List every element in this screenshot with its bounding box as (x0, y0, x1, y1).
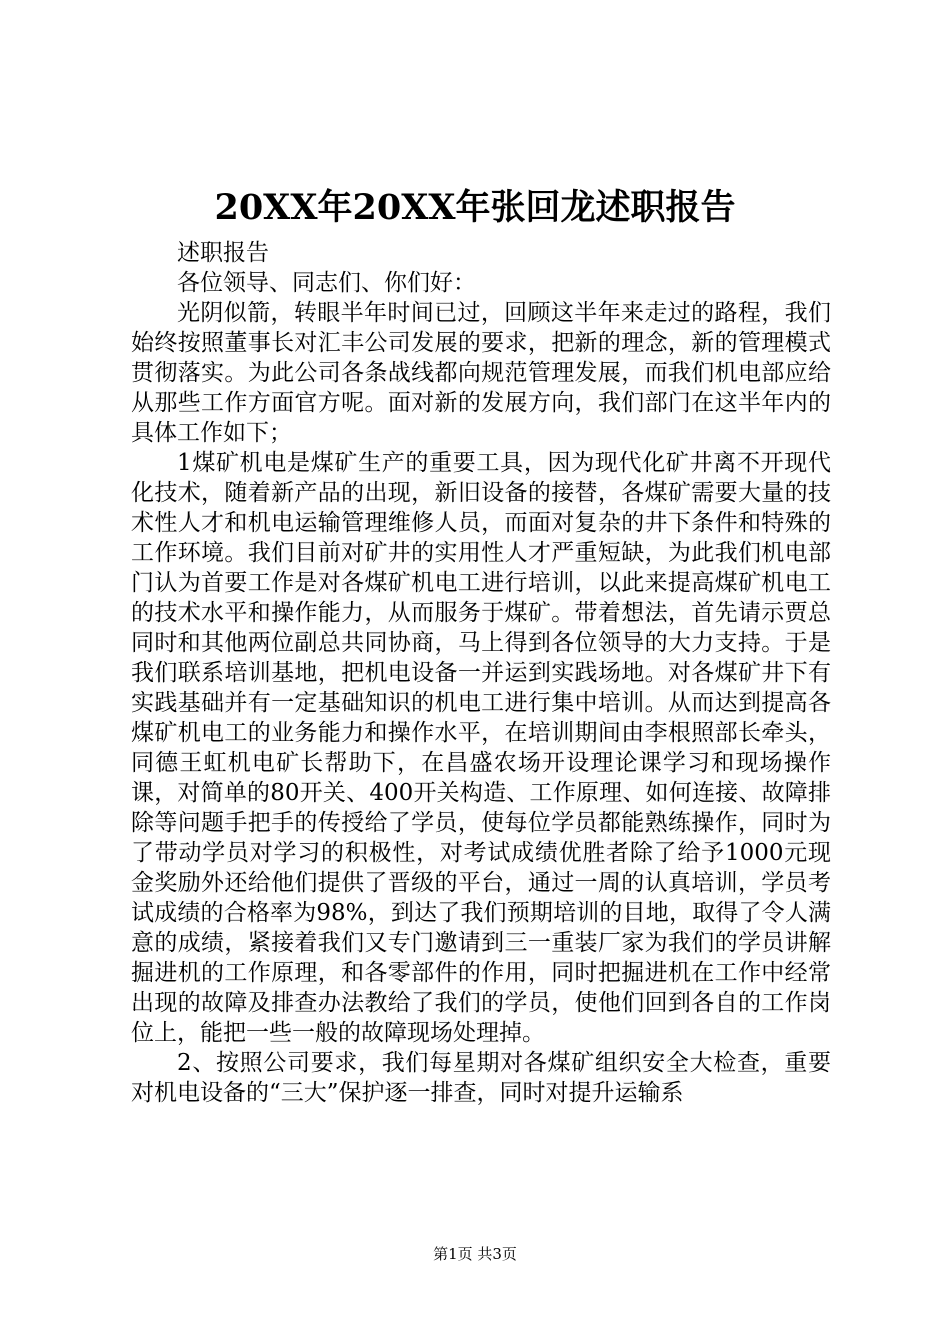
paragraph-greeting: 各位领导、同志们、你们好： (177, 270, 476, 296)
paragraph-intro: 光阴似箭，转眼半年时间已过，回顾这半年来走过的路程，我们始终按照董事长对汇丰公司发展的要求，把新的理念，新的管理模式贯彻落实。为此公司各条战线都向规范管理发展，而我们机电部应给从那些工作方面官方呢。面对新的发展方向，我们部门在这半年内的具体工作如下； (131, 300, 831, 446)
paragraph-item-1: 1煤矿机电是煤矿生产的重要工具，因为现代化矿井离不开现代化技术，随着新产品的出现，新旧设备的接替，各煤矿需要大量的技术性人才和机电运输管理维修人员，而面对复杂的井下条件和特殊的工作环境。我们目前对矿井的实用性人才严重短缺，为此我们机电部门认为首要工作是对各煤矿机电工进行培训，以此来提高煤矿机电工的技术水平和操作能力，从而服务于煤矿。带着想法，首先请示贾总同时和其他两位副总共同协商，马上得到各位领导的大力支持。于是我们联系培训基地，把机电设备一并运到实践场地。对各煤矿井下有实践基础并有一定基础知识的机电工进行集中培训。从而达到提高各煤矿机电工的业务能力和操作水平，在培训期间由李根照部长牵头，同德王虹机电矿长帮助下，在昌盛农场开设理论课学习和现场操作课，对简单的80开关、400开关构造、工作原理、如何连接、故障排除等问题手把手的传授给了学员，使每位学员都能熟练操作，同时为了带动学员对学习的积极性，对考试成绩优胜者除了给予1000元现金奖励外还给他们提供了晋级的平台，通过一周的认真培训，学员考试成绩的合格率为98%，到达了我们预期培训的目地，取得了令人满意的成绩，紧接着我们又专门邀请到三一重装厂家为我们的学员讲解掘进机的工作原理，和各零部件的作用，同时把掘进机在工作中经常出现的故障及排查办法教给了我们的学员，使他们回到各自的工作岗位上，能把一些一般的故障现场处理掉。 (131, 450, 831, 1046)
document-title: 20XX年20XX年张回龙述职报告 (214, 187, 736, 228)
paragraph-heading: 述职报告 (177, 240, 269, 266)
paragraph-item-2: 2、按照公司要求，我们每星期对各煤矿组织安全大检查，重要对机电设备的“三大”保护逐一排查，同时对提升运输系 (131, 1050, 831, 1106)
page-footer: 第1页 共3页 (433, 1245, 517, 1263)
document-body (131, 238, 831, 1108)
